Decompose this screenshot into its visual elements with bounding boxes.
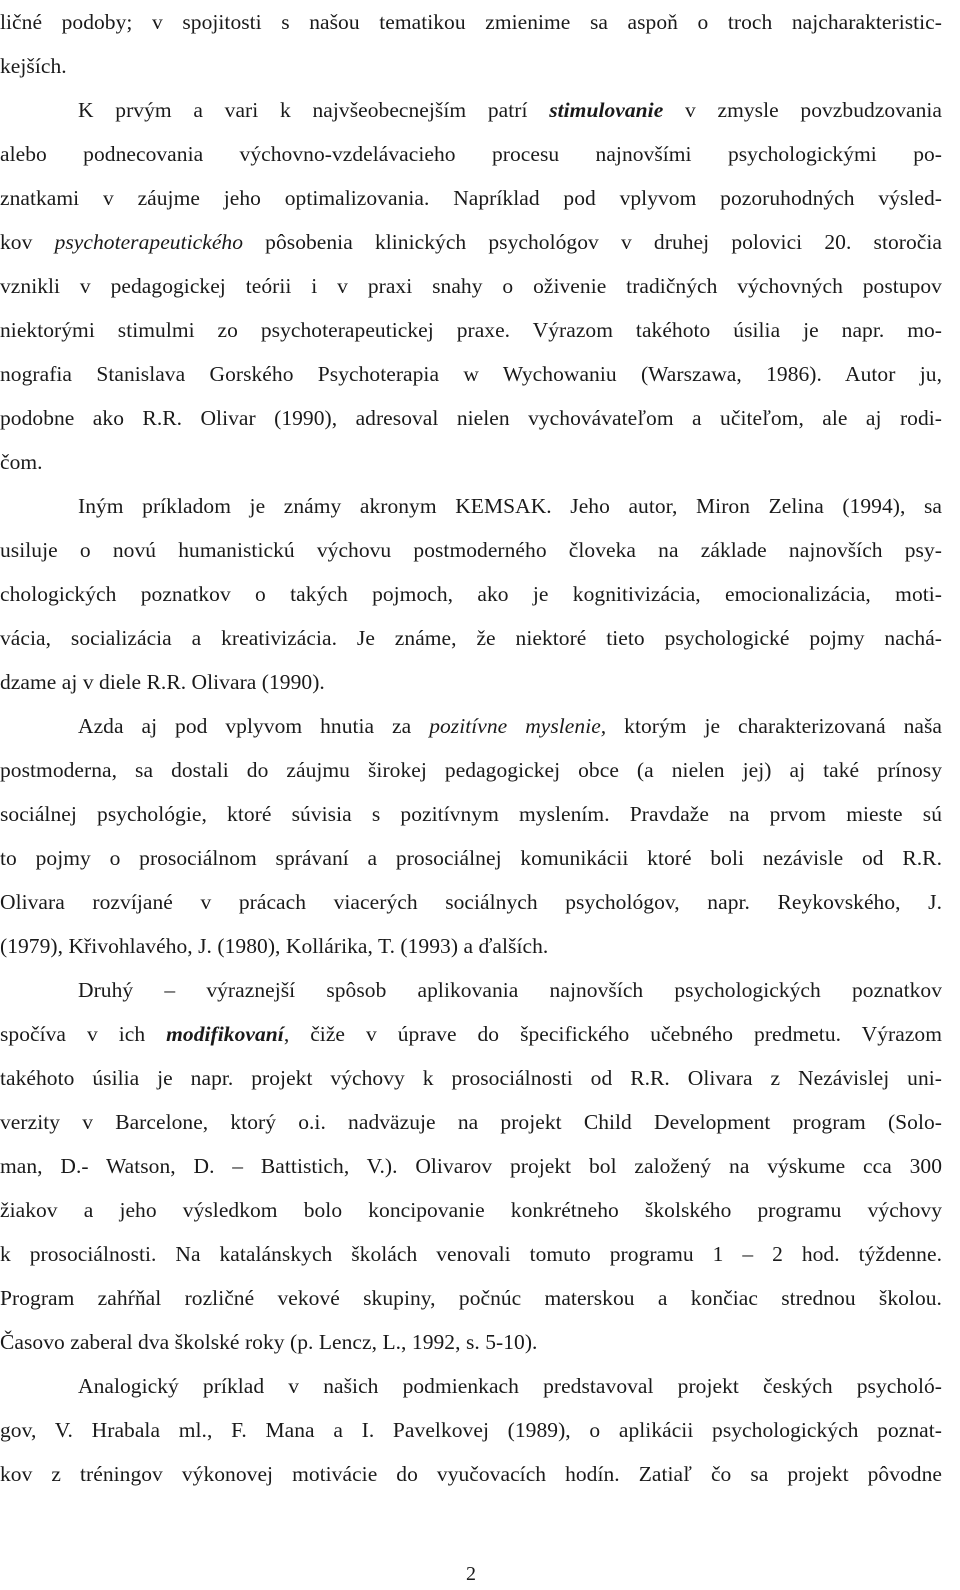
text-segment: pôsobenia klinických psychológov v druhej polovici 20. storočia: [243, 230, 942, 254]
text-line: usiluje o novú humanistickú výchovu postmoderného človeka na základe najnovších psy-: [0, 538, 942, 562]
text-line: podobne ako R.R. Olivar (1990), adresoval nielen vychovávateľom a učiteľom, ale aj rodi-: [0, 406, 942, 430]
text-line: gov, V. Hrabala ml., F. Mana a I. Pavelkovej (1989), o aplikácii psychologických poznat-: [0, 1418, 942, 1442]
text-segment: ktorým je charakterizovaná naša: [606, 714, 942, 738]
text-line: Analogický príklad v našich podmienkach predstavoval projekt českých psycholó-: [78, 1374, 942, 1398]
text-line: (1979), Křivohlavého, J. (1980), Kollárika, T. (1993) a ďalších.: [0, 934, 549, 958]
text-segment: Azda aj pod vplyvom hnutia za: [78, 714, 430, 738]
text-line: Program zahŕňal rozličné vekové skupiny, počnúc materskou a končiac strednou školou.: [0, 1286, 942, 1310]
text-line: Časovo zaberal dva školské roky (p. Lencz, L., 1992, s. 5-10).: [0, 1330, 538, 1354]
text-line: vznikli v pedagogickej teórii i v praxi snahy o oživenie tradičných výchovných postupov: [0, 274, 942, 298]
page-number: 2: [466, 1563, 476, 1585]
text-line: to pojmy o prosociálnom správaní a prosociálnej komunikácii ktoré boli nezávisle od R.R.: [0, 846, 942, 870]
text-line: postmoderna, sa dostali do záujmu širokej pedagogickej obce (a nielen jej) aj také prínosy: [0, 758, 942, 782]
text-line: čom.: [0, 450, 43, 474]
text-line: [0, 704, 942, 748]
text-line: [0, 1012, 942, 1056]
bold-italic-term: stimulovanie: [549, 98, 664, 122]
text-line: Olivara rozvíjané v prácach viacerých sociálnych psychológov, napr. Reykovského, J.: [0, 890, 942, 914]
text-line: niektorými stimulmi zo psychoterapeutickej praxe. Výrazom takéhoto úsilia je napr. mo-: [0, 318, 942, 342]
text-line: ličné podoby; v spojitosti s našou tematikou zmienime sa aspoň o troch najcharakteristic-: [0, 10, 942, 34]
text-segment: kov: [0, 230, 55, 254]
text-line: alebo podnecovania výchovno-vzdelávacieho procesu najnovšími psychologickými po-: [0, 142, 942, 166]
italic-term: pozitívne myslenie,: [429, 714, 607, 738]
text-line: k prosociálnosti. Na katalánskych školách venovali tomuto programu 1 – 2 hod. týždenne.: [0, 1242, 942, 1266]
text-line: dzame aj v diele R.R. Olivara (1990).: [0, 670, 325, 694]
bold-italic-term: modifikovaní: [166, 1022, 284, 1046]
text-line: [0, 88, 942, 132]
text-line: Iným príkladom je známy akronym KEMSAK. Jeho autor, Miron Zelina (1994), sa: [78, 494, 942, 518]
text-segment: , čiže v úprave do špecifického učebného predmetu. Výrazom: [283, 1022, 942, 1046]
text-line: sociálnej psychológie, ktoré súvisia s pozitívnym myslením. Pravdaže na prvom mieste sú: [0, 802, 942, 826]
text-line: chologických poznatkov o takých pojmoch, ako je kognitivizácia, emocionalizácia, moti-: [0, 582, 942, 606]
text-line: Druhý – výraznejší spôsob aplikovania najnovších psychologických poznatkov: [78, 978, 942, 1002]
text-line: takéhoto úsilia je napr. projekt výchovy k prosociálnosti od R.R. Olivara z Nezávislej uni-: [0, 1066, 942, 1090]
text-segment: K prvým a vari k najvšeobecnejším patrí: [78, 98, 550, 122]
text-line: znatkami v záujme jeho optimalizovania. Napríklad pod vplyvom pozoruhodných výsled-: [0, 186, 942, 210]
text-segment: v zmysle povzbudzovania: [663, 98, 942, 122]
text-segment: spočíva v ich: [0, 1022, 167, 1046]
text-line: [0, 220, 942, 264]
text-line: kejších.: [0, 54, 67, 78]
text-line: kov z tréningov výkonovej motivácie do vyučovacích hodín. Zatiaľ čo sa projekt pôvodne: [0, 1462, 942, 1486]
text-line: žiakov a jeho výsledkom bolo koncipovanie konkrétneho školského programu výchovy: [0, 1198, 942, 1222]
italic-term: psychoterapeutického: [54, 230, 244, 254]
text-line: verzity v Barcelone, ktorý o.i. nadväzuje na projekt Child Development program (Solo-: [0, 1110, 942, 1134]
text-line: man, D.- Watson, D. – Battistich, V.). Olivarov projekt bol založený na výskume cca 300: [0, 1154, 942, 1178]
text-line: vácia, socializácia a kreativizácia. Je známe, že niektoré tieto psychologické pojmy nachá-: [0, 626, 942, 650]
text-line: nografia Stanislava Gorského Psychoterapia w Wychowaniu (Warszawa, 1986). Autor ju,: [0, 362, 942, 386]
